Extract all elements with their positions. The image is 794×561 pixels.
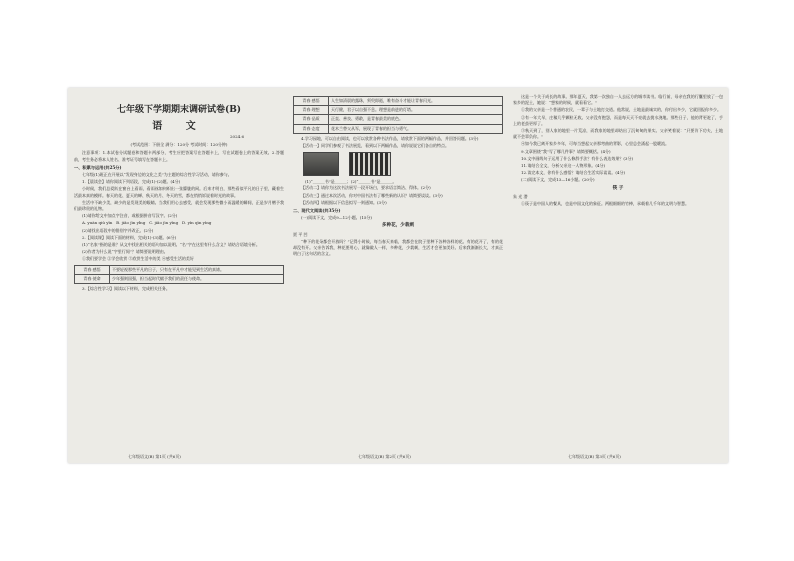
essay-author: 贾 平 凹	[293, 231, 308, 237]
option-b: B. jiāo jìn yǐng	[116, 220, 146, 226]
paragraph: 这是一个关于成长的故事。那年夏天，我第一次独自一人去远方的城市读书。临行前，母亲在我的行囊里放了一包家乡的泥土，她说：“想家的时候，就看看它。”	[513, 94, 723, 106]
table-key: 青春·品质	[294, 115, 329, 124]
question-1b: (2)请找出语段中的错别字并改正。(2分)	[82, 227, 154, 233]
calligraphy-image-1	[303, 152, 339, 176]
exam-date: 2024.6	[230, 134, 244, 139]
photo-caption: (1)“______书”是______；(2)“______书”是______。	[305, 179, 397, 185]
question-6: 【活动三】通过本次活动，你对中国书法有了哪些新的认识？请简要谈谈。(3分)	[301, 192, 443, 198]
choice-list: ①我们要学会 ②学会欣赏 ③欣赏生活中的美 ④感受生活的美好	[82, 256, 194, 262]
essay2-title: 筷 子	[612, 185, 624, 191]
option-d: D. yìn qìn yìng	[182, 220, 212, 226]
table-key: 青春·感悟	[294, 97, 329, 106]
page-footer-3: 七年级语文(B) 第3页 (共6页)	[568, 454, 621, 459]
table-row	[294, 97, 503, 106]
table-key: 青春·使命	[75, 274, 110, 283]
table-row	[294, 115, 503, 124]
column-3	[513, 94, 723, 449]
task1-text: 1.【晨读会】请你阅读下列语段，完成(1)-(2)题。(4分)	[82, 179, 181, 185]
page-footer-2: 七年级语文(B) 第2页 (共6页)	[358, 454, 411, 459]
paragraph: ③秋天到了，别人家的地里一片荒凉，而我家的地里却结出了沉甸甸的果实。父亲笑着说：“只要肯下功夫，土地就不会辜负你。”	[513, 128, 723, 140]
table-value: 不要轻视那些平凡的日子，只有在平凡中才能见到生活的真谛。	[110, 265, 284, 274]
essay-text: “种下的花朵都会开放吗？”记得小时候，每当春天来临，我都会在院子里种下各种各样的花。有的花开了，有的花却没有开。父亲告诉我，种花要用心，就像做人一样，多种花，少栽刺，生活才会更加美好。后来我渐渐长大，才真正明白了这句话的含义。	[293, 238, 503, 257]
paragraph: (1)“名家”指的是谁？从文中找出相关的语句加以说明。“名”字在这里有什么含义？请结合语境分析。	[82, 242, 260, 248]
paragraph: ①我的父亲是一个普通的农民，一辈子与土地打交道。他常说，土地是最诚实的，你付出多少，它就回报你多少。	[521, 107, 721, 113]
essay2-author: 朱 光 潜	[513, 193, 528, 199]
reading2-heading: (二)阅读下文，完成13—16小题。(20分)	[521, 177, 595, 183]
question-4a: 【活动一】同学们参观了书法展览，看到以下两幅作品，请你说说它们各自的特点。	[301, 143, 449, 149]
table-value: 花木兰替父从军，展现了青春的担当与勇气。	[329, 124, 503, 133]
table-row	[294, 106, 503, 115]
table-value: 天行健，君子以自强不息。理想是前进的灯塔。	[329, 106, 503, 115]
table-value: 人生如清晨的露珠，须臾即逝，唯有奋斗才能让青春闪光。	[329, 97, 503, 106]
column-1	[74, 94, 284, 449]
question-1a: (1)请你给文中加点字注音，或根据拼音写汉字。(2分)	[82, 213, 178, 219]
question-11: 11.请结合全文，分析父亲这一人物形象。(4分)	[521, 163, 606, 169]
exam-meta: (考试范围：下册全 满分：120分 考试时间：120分钟)	[130, 142, 228, 148]
paragraph: (2)作者为什么说“字里行间”？请简要说明理由。	[82, 249, 168, 255]
table-row	[75, 265, 284, 274]
part1-heading: 一、积累与运用(共25分)	[74, 164, 122, 170]
paragraph: 生活中不缺少美，缺少的是发现美的眼睛。当我们用心去感受，就会发现那些微小而温暖的瞬间，正是岁月赠予我们最珍贵的礼物。	[74, 199, 284, 212]
table-key: 青春·态度	[294, 124, 329, 133]
theme-table-2	[293, 96, 503, 134]
exam-sheet	[68, 88, 728, 463]
theme-table	[74, 265, 284, 284]
table-key: 青春·感悟	[75, 265, 110, 274]
calligraphy-image-2	[349, 152, 391, 176]
subject-title: 语 文	[152, 121, 206, 132]
question-7: 【活动四】请根据以下信息拟写一则通知。(3分)	[301, 199, 387, 205]
intro-text: 七年级(1)班正在开展以“发现身边的文化之美”为主题的综合性学习活动，请你参与。	[82, 172, 232, 178]
table-value: 少年强则国强，担当起时代赋予我们的责任与使命。	[110, 274, 284, 283]
column-2	[293, 94, 503, 449]
paragraph: ④如今我已离开家乡多年，可每当想起父亲那弯曲的背影，心里总会涌起一股暖流。	[521, 141, 669, 147]
page-footer-1: 七年级语文(B) 第1页 (共6页)	[128, 454, 181, 459]
option-a: A. yuàn qiú yīn	[82, 220, 113, 226]
question-4: 4.学习园地，可以自由阅读，也可以欣赏各种书法作品，请欣赏下面的两幅作品，并回答问题。(3分)	[301, 135, 479, 141]
paragraph: 小时候，我们总爱趴在窗台上看雨，看雨丝如何织出一张朦胧的网。后来才明白，那些看似平凡的日子里，藏着生活最本真的模样。春天的花、夏天的蝉、秋天的月、冬天的雪，都在悄悄诉说着时光的故事。	[74, 186, 284, 198]
table-row	[294, 124, 503, 133]
option-c: C. jiǎo jìn yīng	[149, 220, 179, 226]
reading1-heading: (一)阅读下文，完成9—12小题。(15分)	[301, 215, 372, 221]
paragraph: ②有一年大旱，庄稼几乎颗粒无收。父亲没有抱怨，而是每天天不亮就去挑水浇地。那些日子，他的背更驼了，手上的老茧更厚了。	[513, 114, 723, 126]
question-10: 10.文中画线句子运用了什么修辞手法？有什么表达效果？(3分)	[521, 155, 634, 161]
task2-text: 2.【阅读课】阅读下面的材料，完成(1)-(3)题。(6分)	[82, 234, 177, 240]
part2-heading: 二、现代文阅读(共35分)	[293, 208, 341, 214]
essay-title: 多种花，少栽刺	[381, 223, 415, 229]
essay2-text: ①筷子是中国人的餐具，也是中国文化的象征。两根细细的竹棒，承载着几千年的文明与智慧。	[521, 201, 689, 207]
table-value: 正直、善良、勇敢，是青春最美的底色。	[329, 115, 503, 124]
question-9: 9.文章围绕“我”写了哪几件事？请简要概括。(4分)	[521, 148, 611, 154]
question-12: 12.读完本文，你有什么感悟？请结合生活实际谈谈。(4分)	[521, 170, 626, 176]
question-5: 【活动二】请你为这次书法展写一段开场白，要求语言简洁、得体。(2分)	[301, 185, 431, 191]
pinyin-options	[74, 220, 284, 226]
exam-title: 七年级下学期期末调研试卷(B)	[116, 105, 242, 115]
calligraphy-photos	[303, 152, 503, 176]
task3-text: 3.【综合性学习】阅读以下材料，完成相关任务。	[82, 286, 170, 292]
exam-notes: 注意事项：1.本试卷分试题卷和答题卡两部分，考生应把答案写在答题卡上，写在试题卷上的答案无效。2.答题前，考生务必将本人姓名、准考证号填写在答题卡上。	[74, 150, 284, 162]
table-key: 青春·理想	[294, 106, 329, 115]
table-row	[75, 274, 284, 283]
